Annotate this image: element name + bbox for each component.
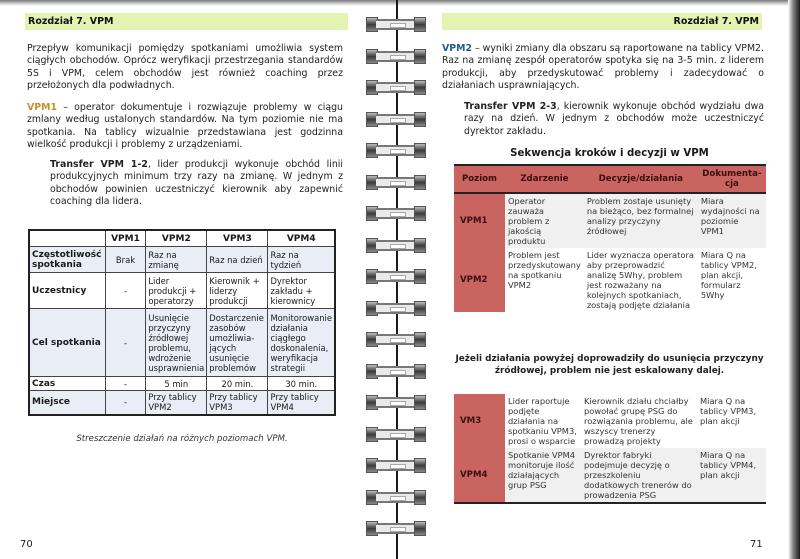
table-cell: Miara Q na tablicy VPM3, plan akcji	[700, 396, 757, 426]
binding-ring	[366, 395, 426, 410]
binding-ring	[366, 458, 426, 473]
level-cell: VPM4	[454, 448, 505, 503]
table-header-row	[29, 230, 335, 247]
table-cell: Raz na tydzień	[268, 247, 335, 273]
vpm2-paragraph	[442, 43, 764, 92]
table-cell: Brak	[105, 247, 146, 273]
table-header-cell: VPM4	[268, 230, 335, 247]
table-row	[29, 391, 335, 415]
table-cell: Lider produkcji + operatorzy	[146, 273, 207, 309]
table-header-cell: VPM2	[146, 230, 207, 247]
binding-ring	[366, 332, 426, 347]
binding-ring	[366, 521, 426, 536]
table-cell: Spotkanie VPM4 monitoruje ilość działających grup PSG	[505, 448, 581, 503]
table-cell: Monitorowanie działania ciągłego doskonalenia, weryfikacja strategii	[268, 309, 335, 377]
table-row	[454, 248, 766, 312]
binding-ring	[366, 301, 426, 316]
transfer-12-label: Transfer VPM 1-2	[50, 159, 148, 170]
table-cell: Miara Q na tablicy VPM4, plan akcji	[697, 448, 766, 503]
level-cell: VPM2	[454, 248, 505, 312]
table-cell: Problem zostaje usunięty na bieżąco, bez formalnej analizy przyczyny źródłowej	[584, 193, 698, 248]
table-cell: Operator zauważa problem z jakością produktu	[505, 193, 584, 248]
binding-ring	[366, 143, 426, 158]
table-cell: -	[105, 391, 146, 415]
table-cell: Miara wydajności na poziomie VPM1	[698, 193, 766, 248]
table-row	[29, 247, 335, 273]
table-row	[29, 309, 335, 377]
table-cell: -	[105, 273, 146, 309]
row-label: Uczestnicy	[29, 273, 105, 309]
table-cell: Przy tablicy VPM3	[207, 391, 268, 415]
table-row	[454, 448, 766, 503]
table-cell: Problem jest przedyskutowany na spotkaniu VPM2	[508, 250, 581, 290]
table-header-cell: Decyzje/działania	[584, 165, 698, 193]
transfer-12-paragraph	[50, 159, 343, 208]
binding-ring	[366, 364, 426, 379]
table-cell: Przy tablicy VPM2	[146, 391, 207, 415]
binding-ring	[366, 17, 426, 32]
binding-ring	[366, 112, 426, 127]
row-label: Częstotliwość spotkania	[29, 247, 105, 273]
table-caption: Streszczenie działań na różnych poziomach VPM.	[76, 434, 288, 444]
table-cell: -	[105, 309, 146, 377]
table-cell: Miara Q na tablicy VPM2, plan akcji, formularz 5Why	[700, 250, 757, 300]
table-cell: Przy tablicy VPM4	[268, 391, 335, 415]
left-page	[0, 0, 370, 559]
table-cell: Raz na dzień	[207, 247, 268, 273]
vpm2-label: VPM2	[442, 43, 472, 54]
vpm1-text: – operator dokumentuje i rozwiązuje problemy w ciągu zmlany według ustalonych standardów. Na tym poziomie nie ma spotkania. Na tablicy wizualnie przedstawiana jest godzinna wielkość produkcji i problemy z urządzeniami.	[27, 102, 343, 150]
intro-paragraph: Przepływ komunikacji pomiędzy spotkaniami umożliwia system ciągłych obchodów. Oprócz weryfikacji przestrzegania standardów 5S i VPM, celem obchodów jest również coaching przez przełożonych dla podwładnych.	[27, 43, 343, 91]
vpm1-paragraph	[27, 102, 343, 151]
row-label: Miejsce	[29, 391, 105, 415]
chapter-header: Rozdział 7. VPM	[442, 13, 762, 30]
table-header-cell: VPM3	[207, 230, 268, 247]
table-cell: Kierownik + liderzy produkcji	[207, 273, 268, 309]
level-cell: VM3	[454, 394, 505, 448]
binding-ring	[366, 269, 426, 284]
table-row	[454, 394, 766, 448]
vpm-summary-table	[28, 229, 336, 416]
table-cell: Raz na zmianę	[146, 247, 207, 273]
table-cell: 30 min.	[268, 377, 335, 391]
escalation-note: Jeżeli działania powyżej doprowadziły do usunięcia przyczyny źródłowej, problem nie jest eskalowany dalej.	[455, 354, 764, 376]
chapter-header: Rozdział 7. VPM	[25, 13, 348, 30]
row-label: Czas	[29, 377, 105, 391]
table-header-cell: VPM1	[105, 230, 146, 247]
table-cell: Lider wyznacza operatora aby przeprowadzić analizę 5Why, problem jest rozważany na kolejnych spotkaniach, zostają podjęte działania	[586, 250, 694, 310]
table-cell: 5 min	[146, 377, 207, 391]
table-row	[29, 377, 335, 391]
binding-ring	[366, 427, 426, 442]
sequence-table-title: Sekwencja kroków i decyzji w VPM	[510, 148, 709, 159]
sequence-table-top	[454, 164, 766, 312]
transfer-23-label: Transfer VPM 2-3	[464, 101, 557, 112]
table-row	[454, 193, 766, 248]
table-row	[29, 273, 335, 309]
table-cell: Dyrektor zakładu + kierownicy	[268, 273, 335, 309]
table-cell: 20 min.	[207, 377, 268, 391]
transfer-23-text: , kierownik wykonuje obchód wydziału dwa razy na dzień. W jednym z obchodów może uczestniczyć dyrektor zakładu.	[464, 101, 764, 137]
binding-ring	[366, 490, 426, 505]
transfer-23-paragraph	[464, 101, 764, 138]
level-cell: VPM1	[454, 193, 505, 248]
vpm2-text: – wyniki zmiany dla obszaru są raportowane na tablicy VPM2. Raz na zmianę zespół operatorów spotyka się na 3-5 min. z liderem produkcji, aby przedyskutować problemy i zadecydować o działaniach usprawniających.	[442, 43, 764, 91]
book-edge	[788, 0, 800, 559]
transfer-12-text: , lider produkcji wykonuje obchód linii produkcyjnych minimum trzy razy na zmianę. W jednym z obchodów powinien uczestniczyć kierownik aby zapewnić coaching dla lidera.	[50, 159, 343, 207]
table-cell: Usunięcie przyczyny źródłowej problemu, wdrożenie usprawnienia	[146, 309, 207, 377]
binding-ring	[366, 49, 426, 64]
row-label: Cel spotkania	[29, 309, 105, 377]
table-cell: Dostarczenie zasobów umożliwia-jących usunięcie problemów	[207, 309, 268, 377]
table-header-cell: Poziom	[454, 165, 505, 193]
table-cell: Dyrektor fabryki podejmuje decyzję o przeszkoleniu dodatkowych trenerów do prowadzenia PSG	[581, 448, 697, 503]
right-page	[432, 0, 788, 559]
vpm1-label: VPM1	[27, 102, 57, 113]
sequence-table-bottom	[454, 394, 766, 504]
binding-ring	[366, 206, 426, 221]
page-number: 70	[20, 539, 33, 550]
table-header-cell: Zdarzenie	[505, 165, 584, 193]
binding-ring	[366, 175, 426, 190]
binding-ring	[366, 238, 426, 253]
table-cell: Kierownik działu chciałby powołać grupę PSG do rozwiązania problemu, ale wszyscy trenerzy prowadzą projekty	[584, 396, 693, 446]
table-header-row	[454, 165, 766, 193]
table-header-cell	[29, 230, 105, 247]
page-number: 71	[750, 539, 763, 550]
table-cell: -	[105, 377, 146, 391]
table-header-cell: Dokumenta-cja	[698, 165, 766, 193]
table-cell: Lider raportuje podjęte działania na spotkaniu VPM3, prosi o wsparcie	[508, 396, 577, 446]
binding-ring	[366, 80, 426, 95]
